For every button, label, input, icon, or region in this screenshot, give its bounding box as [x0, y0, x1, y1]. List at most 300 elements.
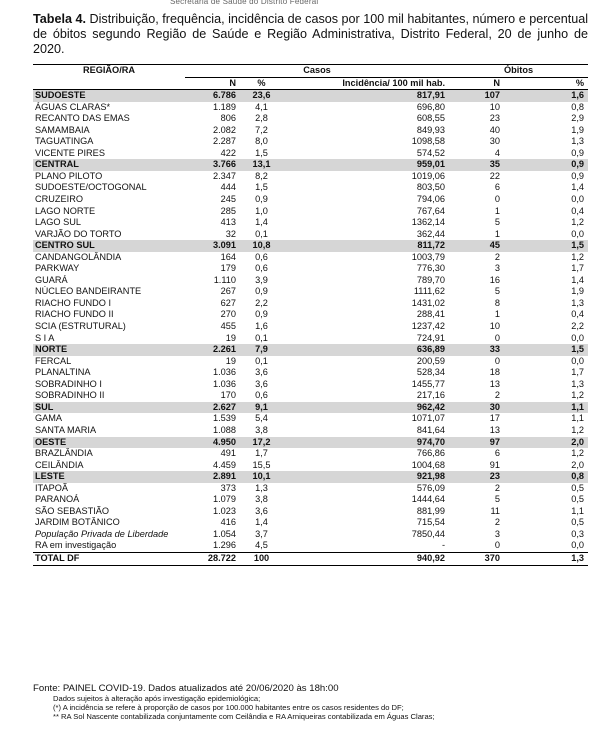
- row-name: GUARÁ: [33, 275, 185, 287]
- row-deaths-pct: 1,4: [504, 275, 588, 287]
- row-cases-pct: 3,9: [240, 275, 283, 287]
- row-cases-pct: 0,9: [240, 309, 283, 321]
- row-deaths-n: 30: [449, 136, 504, 148]
- row-deaths-pct: 0,5: [504, 483, 588, 495]
- row-deaths-pct: 2,9: [504, 113, 588, 125]
- row-name: SANTA MARIA: [33, 425, 185, 437]
- row-deaths-pct: 1,2: [504, 448, 588, 460]
- row-cases-n: 1.023: [185, 506, 240, 518]
- row-cases-n: 2.082: [185, 125, 240, 137]
- row-deaths-n: 11: [449, 506, 504, 518]
- table-row: [33, 252, 588, 264]
- row-cases-pct: 1,6: [240, 321, 283, 333]
- row-deaths-pct: 0,0: [504, 540, 588, 552]
- row-cases-pct: 1,4: [240, 217, 283, 229]
- row-name: ITAPOÃ: [33, 483, 185, 495]
- row-name: FERCAL: [33, 356, 185, 368]
- row-incidence: 636,89: [283, 344, 449, 356]
- row-name: RECANTO DAS EMAS: [33, 113, 185, 125]
- table-row: [33, 448, 588, 460]
- row-cases-n: 164: [185, 252, 240, 264]
- row-incidence: 1071,07: [283, 413, 449, 425]
- row-cases-n: 416: [185, 517, 240, 529]
- row-cases-pct: 3,6: [240, 367, 283, 379]
- table-row: [33, 506, 588, 518]
- row-name: CRUZEIRO: [33, 194, 185, 206]
- row-cases-n: 1.036: [185, 379, 240, 391]
- row-deaths-n: 3: [494, 528, 501, 539]
- row-deaths-pct: 0,4: [504, 206, 588, 218]
- row-incidence: 1431,02: [283, 298, 449, 310]
- row-name: TOTAL DF: [33, 552, 185, 565]
- row-deaths-pct: 0,0: [504, 333, 588, 345]
- row-cases-n: 3.091: [185, 240, 240, 252]
- row-cases-n: 32: [185, 229, 240, 241]
- row-incidence: -: [283, 540, 449, 552]
- row-deaths-n: 33: [449, 344, 504, 356]
- row-cases-pct: 7,9: [240, 344, 283, 356]
- row-cases-n: 1.189: [185, 102, 240, 114]
- row-cases-n: 1.110: [185, 275, 240, 287]
- header-deaths-n: N: [449, 77, 504, 90]
- row-deaths-n: 40: [449, 125, 504, 137]
- header-deaths-pct: %: [504, 77, 588, 90]
- table-row: [33, 529, 588, 541]
- row-cases-pct: 23,6: [240, 90, 283, 102]
- row-cases-pct: 4,5: [240, 540, 283, 552]
- table-row: [33, 298, 588, 310]
- row-name: SAMAMBAIA: [33, 125, 185, 137]
- row-incidence: 881,99: [283, 506, 449, 518]
- row-deaths-n: 13: [449, 379, 504, 391]
- row-deaths-pct: 1,3: [504, 136, 588, 148]
- row-deaths-pct: 1,9: [504, 125, 588, 137]
- row-deaths-n: 23: [449, 471, 504, 483]
- row-cases-n: 270: [185, 309, 240, 321]
- row-incidence: 841,64: [283, 425, 449, 437]
- row-name: RIACHO FUNDO I: [33, 298, 185, 310]
- header-deaths: Óbitos: [449, 65, 588, 78]
- table-row: [33, 309, 588, 321]
- row-deaths-pct: 0,8: [504, 471, 588, 483]
- row-cases-n: 4.950: [185, 437, 240, 449]
- header-cases-pct: %: [240, 77, 283, 90]
- row-deaths-pct: 1,7: [504, 263, 588, 275]
- row-name: CANDANGOLÂNDIA: [33, 252, 185, 264]
- row-deaths-n: 107: [449, 90, 504, 102]
- row-name: CEILÂNDIA: [33, 460, 185, 472]
- row-cases-pct: 13,1: [240, 159, 283, 171]
- row-name: SUDOESTE/OCTOGONAL: [33, 182, 185, 194]
- region-row: [33, 402, 588, 414]
- row-cases-n: 19: [185, 333, 240, 345]
- table-row: [33, 275, 588, 287]
- row-deaths-n: 22: [449, 171, 504, 183]
- row-incidence: 574,52: [283, 148, 449, 160]
- row-cases-pct: 0,9: [240, 194, 283, 206]
- row-name: PLANALTINA: [33, 367, 185, 379]
- row-deaths-n: 5: [449, 217, 504, 229]
- row-deaths-n: 0: [449, 333, 504, 345]
- row-name: JARDIM BOTÂNICO: [33, 517, 185, 529]
- row-cases-pct: 1,0: [240, 206, 283, 218]
- table-row: [33, 136, 588, 148]
- row-name: CENTRO SUL: [33, 240, 185, 252]
- row-name: BRAZLÂNDIA: [33, 448, 185, 460]
- row-incidence: 817,91: [283, 90, 449, 102]
- row-incidence: 217,16: [283, 390, 449, 402]
- table-row: [33, 540, 588, 552]
- row-name: PARANOÁ: [33, 494, 185, 506]
- region-row: [33, 90, 588, 102]
- row-deaths-n: 18: [449, 367, 504, 379]
- row-deaths-n: 6: [449, 448, 504, 460]
- row-cases-pct: 7,2: [240, 125, 283, 137]
- row-cases-pct: 15,5: [240, 460, 283, 472]
- row-cases-pct: 4,1: [240, 102, 283, 114]
- row-cases-pct: 8,0: [240, 136, 283, 148]
- row-deaths-pct: 1,5: [504, 344, 588, 356]
- row-incidence: 811,72: [283, 240, 449, 252]
- table-row: [33, 113, 588, 125]
- row-deaths-pct: 0,9: [504, 171, 588, 183]
- row-deaths-n: 370: [449, 552, 504, 565]
- row-cases-pct: 1,5: [240, 182, 283, 194]
- row-cases-n: 2.261: [185, 344, 240, 356]
- row-cases-pct: 17,2: [240, 437, 283, 449]
- row-deaths-pct: 0,0: [504, 356, 588, 368]
- row-cases-pct: 1,5: [240, 148, 283, 160]
- row-deaths-pct: 2,2: [504, 321, 588, 333]
- row-deaths-pct: 1,7: [504, 367, 588, 379]
- row-deaths-pct: 1,1: [504, 413, 588, 425]
- row-deaths-n: 5: [449, 286, 504, 298]
- table-row: [33, 229, 588, 241]
- row-cases-pct: 0,6: [240, 252, 283, 264]
- table-row: [33, 286, 588, 298]
- row-cases-pct: 0,6: [240, 263, 283, 275]
- row-deaths-pct: 1,4: [504, 182, 588, 194]
- row-deaths-pct: 1,3: [504, 552, 588, 565]
- table-body: [33, 90, 588, 565]
- header-region-blank: [33, 77, 185, 90]
- row-name: PLANO PILOTO: [33, 171, 185, 183]
- row-deaths-n: 0: [449, 194, 504, 206]
- row-cases-pct: 8,2: [240, 171, 283, 183]
- row-cases-n: 1.036: [185, 367, 240, 379]
- table-row: [33, 425, 588, 437]
- row-cases-pct: 2,8: [240, 113, 283, 125]
- row-incidence: 200,59: [283, 356, 449, 368]
- row-incidence: 849,93: [283, 125, 449, 137]
- row-cases-pct: 10,8: [240, 240, 283, 252]
- row-incidence: 696,80: [283, 102, 449, 114]
- row-deaths-n: 91: [449, 460, 504, 472]
- table-caption: [33, 12, 588, 57]
- row-deaths-pct: 1,2: [504, 390, 588, 402]
- row-incidence: 7850,44: [411, 528, 446, 539]
- row-deaths-n: 1: [449, 309, 504, 321]
- row-incidence: 1111,62: [283, 286, 449, 298]
- row-name: OESTE: [33, 437, 185, 449]
- row-name: SUL: [33, 402, 185, 414]
- row-cases-n: 1.296: [185, 540, 240, 552]
- row-name: LESTE: [33, 471, 185, 483]
- row-cases-pct: 0,1: [240, 333, 283, 345]
- row-incidence: 608,55: [283, 113, 449, 125]
- region-row: [33, 471, 588, 483]
- row-cases-n: 4.459: [185, 460, 240, 472]
- row-name: CENTRAL: [33, 159, 185, 171]
- table-row: [33, 333, 588, 345]
- row-deaths-pct: 1,2: [504, 217, 588, 229]
- row-name: PARKWAY: [33, 263, 185, 275]
- row-deaths-n: 45: [449, 240, 504, 252]
- row-cases-n: 1.539: [185, 413, 240, 425]
- row-cases-n: 444: [185, 182, 240, 194]
- row-deaths-pct: 0,8: [504, 102, 588, 114]
- row-incidence: 1362,14: [283, 217, 449, 229]
- row-name: RIACHO FUNDO II: [33, 309, 185, 321]
- table-row: [33, 217, 588, 229]
- row-deaths-n: 4: [449, 148, 504, 160]
- row-deaths-pct: 0,5: [504, 517, 588, 529]
- row-deaths-pct: 1,6: [504, 90, 588, 102]
- row-cases-n: 2.891: [185, 471, 240, 483]
- row-name: S I A: [33, 333, 185, 345]
- row-deaths-pct: 2,0: [504, 437, 588, 449]
- row-cases-n: 627: [185, 298, 240, 310]
- row-deaths-pct: 1,3: [504, 379, 588, 391]
- row-deaths-pct: 1,9: [504, 286, 588, 298]
- row-deaths-n: 23: [449, 113, 504, 125]
- row-name: População Privada de Liberdade: [35, 528, 169, 539]
- row-cases-n: 455: [185, 321, 240, 333]
- row-incidence: 803,50: [283, 182, 449, 194]
- row-cases-n: 806: [185, 113, 240, 125]
- row-incidence: 1455,77: [283, 379, 449, 391]
- region-row: [33, 159, 588, 171]
- row-incidence: 766,86: [283, 448, 449, 460]
- row-deaths-n: 97: [449, 437, 504, 449]
- notes-line: (*) A incidência se refere à proporção de casos por 100.000 habitantes entre os casos residentes do DF;: [53, 703, 404, 712]
- row-cases-n: 28.722: [185, 552, 240, 565]
- row-deaths-n: 2: [449, 252, 504, 264]
- row-name: SÃO SEBASTIÃO: [33, 506, 185, 518]
- table-row: [33, 102, 588, 114]
- row-cases-n: 2.627: [185, 402, 240, 414]
- table-row: [33, 390, 588, 402]
- row-cases-pct: 3,8: [240, 494, 283, 506]
- row-incidence: 1004,68: [283, 460, 449, 472]
- total-row: [33, 552, 588, 565]
- row-deaths-n: 35: [449, 159, 504, 171]
- row-cases-pct: 1,3: [240, 483, 283, 495]
- row-cases-pct: 0,1: [240, 356, 283, 368]
- row-name: SOBRADINHO I: [33, 379, 185, 391]
- row-incidence: 1003,79: [283, 252, 449, 264]
- row-name: SCIA (ESTRUTURAL): [33, 321, 185, 333]
- row-cases-n: 6.786: [185, 90, 240, 102]
- row-name: NÚCLEO BANDEIRANTE: [33, 286, 185, 298]
- header-region: REGIÃO/RA: [33, 65, 185, 78]
- row-cases-n: 2.287: [185, 136, 240, 148]
- row-cases-n: 373: [185, 483, 240, 495]
- table-row: [33, 413, 588, 425]
- table-row: [33, 263, 588, 275]
- table-row: [33, 194, 588, 206]
- table-row: [33, 182, 588, 194]
- row-incidence: 959,01: [283, 159, 449, 171]
- row-cases-pct: 0,9: [240, 286, 283, 298]
- row-incidence: 1019,06: [283, 171, 449, 183]
- row-deaths-pct: 1,1: [504, 506, 588, 518]
- row-incidence: 794,06: [283, 194, 449, 206]
- row-name: RA em investigação: [33, 540, 185, 552]
- row-cases-n: 179: [185, 263, 240, 275]
- row-cases-n: 245: [185, 194, 240, 206]
- row-cases-n: 1.088: [185, 425, 240, 437]
- row-name: SOBRADINHO II: [33, 390, 185, 402]
- row-deaths-pct: 0,9: [504, 159, 588, 171]
- table-row: [33, 379, 588, 391]
- row-deaths-n: 6: [449, 182, 504, 194]
- row-cases-pct: 3,7: [255, 528, 268, 539]
- row-cases-pct: 100: [240, 552, 283, 565]
- row-name: LAGO NORTE: [33, 206, 185, 218]
- row-incidence: 715,54: [283, 517, 449, 529]
- row-deaths-n: 17: [449, 413, 504, 425]
- row-incidence: 288,41: [283, 309, 449, 321]
- row-cases-n: 491: [185, 448, 240, 460]
- row-deaths-n: 2: [449, 483, 504, 495]
- notes-source: Fonte: PAINEL COVID-19. Dados atualizados até 20/06/2020 às 18h:00: [33, 683, 339, 694]
- row-deaths-pct: 1,5: [504, 240, 588, 252]
- row-deaths-n: 2: [449, 517, 504, 529]
- row-deaths-pct: 0,4: [504, 309, 588, 321]
- row-cases-n: 3.766: [185, 159, 240, 171]
- region-row: [33, 240, 588, 252]
- row-deaths-pct: 1,3: [504, 298, 588, 310]
- row-deaths-n: 3: [449, 263, 504, 275]
- table-notes: [33, 684, 593, 721]
- row-cases-pct: 3,8: [240, 425, 283, 437]
- row-incidence: 528,34: [283, 367, 449, 379]
- row-deaths-n: 30: [449, 402, 504, 414]
- row-cases-pct: 10,1: [240, 471, 283, 483]
- header-incidence: Incidência/ 100 mil hab.: [283, 77, 449, 90]
- row-cases-pct: 1,4: [240, 517, 283, 529]
- row-incidence: 974,70: [283, 437, 449, 449]
- row-deaths-n: 10: [449, 321, 504, 333]
- table-row: [33, 171, 588, 183]
- row-deaths-pct: 1,2: [504, 252, 588, 264]
- row-cases-n: 2.347: [185, 171, 240, 183]
- row-deaths-n: 13: [449, 425, 504, 437]
- table-row: [33, 494, 588, 506]
- row-deaths-pct: 0,0: [504, 194, 588, 206]
- row-deaths-n: 2: [449, 390, 504, 402]
- row-deaths-n: 5: [449, 494, 504, 506]
- row-incidence: 789,70: [283, 275, 449, 287]
- covid-cases-table: [33, 64, 588, 566]
- notes-line: ** RA Sol Nascente contabilizada conjuntamente com Ceilândia e RA Arniqueiras contabilizada em Águas Claras;: [53, 712, 435, 721]
- row-name: VARJÃO DO TORTO: [33, 229, 185, 241]
- page-header-fragment: Secretaria de Saúde do Distrito Federal: [170, 0, 319, 6]
- row-deaths-n: 1: [449, 229, 504, 241]
- row-incidence: 576,09: [283, 483, 449, 495]
- table-row: [33, 321, 588, 333]
- row-cases-pct: 1,7: [240, 448, 283, 460]
- row-incidence: 362,44: [283, 229, 449, 241]
- region-row: [33, 437, 588, 449]
- row-name: VICENTE PIRES: [33, 148, 185, 160]
- row-cases-n: 170: [185, 390, 240, 402]
- row-incidence: 776,30: [283, 263, 449, 275]
- row-deaths-pct: 0,3: [571, 528, 585, 539]
- row-name: LAGO SUL: [33, 217, 185, 229]
- row-deaths-pct: 0,0: [504, 229, 588, 241]
- table-row: [33, 148, 588, 160]
- row-cases-pct: 0,1: [240, 229, 283, 241]
- table-caption-label: Tabela 4.: [33, 12, 86, 26]
- row-incidence: 1444,64: [283, 494, 449, 506]
- row-incidence: 767,64: [283, 206, 449, 218]
- table-row: [33, 517, 588, 529]
- row-deaths-n: 0: [449, 540, 504, 552]
- row-name: NORTE: [33, 344, 185, 356]
- row-name: SUDOESTE: [33, 90, 185, 102]
- row-deaths-n: 0: [449, 356, 504, 368]
- row-cases-n: 1.054: [213, 528, 236, 539]
- row-incidence: 962,42: [283, 402, 449, 414]
- row-cases-n: 267: [185, 286, 240, 298]
- header-cases-n: N: [185, 77, 240, 90]
- region-row: [33, 344, 588, 356]
- table-row: [33, 367, 588, 379]
- row-deaths-pct: 1,2: [504, 425, 588, 437]
- row-cases-n: 19: [185, 356, 240, 368]
- notes-line: Dados sujeitos à alteração após investigação epidemiológica;: [53, 694, 261, 703]
- row-cases-pct: 5,4: [240, 413, 283, 425]
- row-incidence: 1237,42: [283, 321, 449, 333]
- table-row: [33, 356, 588, 368]
- row-cases-n: 285: [185, 206, 240, 218]
- row-cases-n: 1.079: [185, 494, 240, 506]
- row-deaths-pct: 0,5: [504, 494, 588, 506]
- row-incidence: 724,91: [283, 333, 449, 345]
- row-incidence: 921,98: [283, 471, 449, 483]
- row-name: ÁGUAS CLARAS*: [33, 102, 185, 114]
- table-row: [33, 125, 588, 137]
- table-row: [33, 483, 588, 495]
- row-cases-pct: 2,2: [240, 298, 283, 310]
- row-deaths-n: 1: [449, 206, 504, 218]
- table-row: [33, 460, 588, 472]
- row-deaths-pct: 2,0: [504, 460, 588, 472]
- row-deaths-n: 16: [449, 275, 504, 287]
- row-cases-pct: 0,6: [240, 390, 283, 402]
- row-incidence: 940,92: [283, 552, 449, 565]
- table-caption-text: Distribuição, frequência, incidência de casos por 100 mil habitantes, número e percentual de óbitos segundo Região de Saúde e Região Administrativa, Distrito Federal, 20 de junho de 2020.: [33, 12, 589, 56]
- row-cases-pct: 9,1: [240, 402, 283, 414]
- row-cases-pct: 3,6: [240, 379, 283, 391]
- row-name: GAMA: [33, 413, 185, 425]
- row-deaths-n: 10: [449, 102, 504, 114]
- row-cases-n: 422: [185, 148, 240, 160]
- row-incidence: 1098,58: [283, 136, 449, 148]
- header-cases: Casos: [185, 65, 449, 78]
